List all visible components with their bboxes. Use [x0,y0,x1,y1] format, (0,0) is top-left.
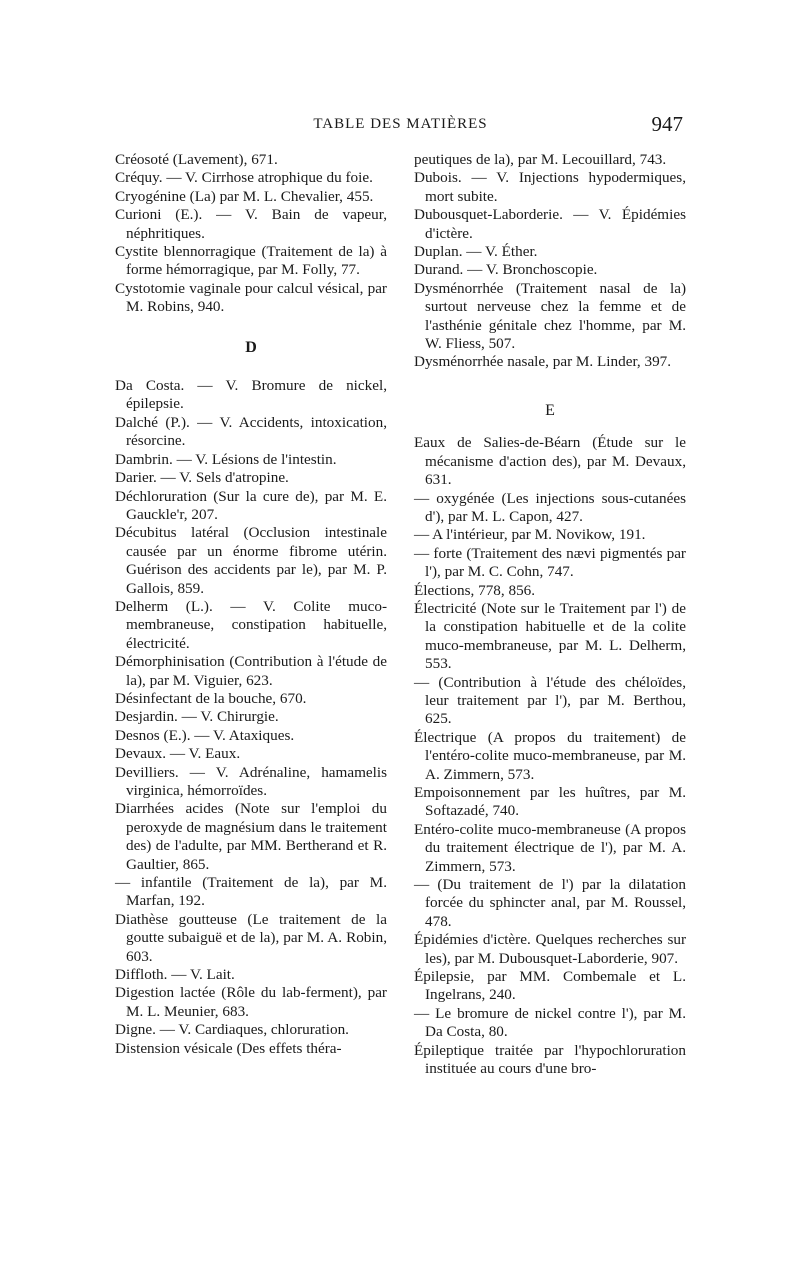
section-letter: E [545,401,555,419]
index-entry: Eaux de Salies-de-Béarn (Étude sur le mécanisme d'action des), par M. Devaux, 631. [414,434,686,489]
index-entry: Diarrhées acides (Note sur l'emploi du peroxyde de magnésium dans le traitement des) de l'adulte, par MM. Bertherand et R. Gaultier, 865. [115,800,387,873]
index-entry: Électrique (A propos du traitement) de l'entéro-colite muco-membraneuse, par M. A. Zimmern, 573. [414,728,686,783]
index-entry: Cryogénine (La) par M. L. Chevalier, 455. [115,187,374,205]
index-entry: Dubois. — V. Injections hypodermiques, mort subite. [414,169,686,205]
index-entry: Durand. — V. Bronchoscopie. [414,261,598,279]
index-entry: Cystite blennorragique (Traitement de la) à forme hémorragique, par M. Folly, 77. [115,243,387,279]
page-number: 947 [651,112,683,136]
index-entry: Diffloth. — V. Lait. [115,966,235,984]
index-entry: — A l'intérieur, par M. Novikow, 191. [414,526,646,544]
index-entry: Da Costa. — V. Bromure de nickel, épilepsie. [115,377,387,413]
index-entry: Devilliers. — V. Adrénaline, hamamelis virginica, hémorroïdes. [115,763,387,799]
index-entry: Desjardin. — V. Chirurgie. [115,708,279,726]
index-entry: Distension vésicale (Des effets théra- [115,1039,342,1057]
index-column-right [414,151,686,1079]
index-entry: Devaux. — V. Eaux. [115,745,241,763]
index-entry: Empoisonnement par les huîtres, par M. Softazadé, 740. [414,784,686,820]
index-entry: Désinfectant de la bouche, 670. [115,689,307,707]
index-entry: Épilepsie, par MM. Combemale et L. Ingelrans, 240. [414,968,686,1004]
index-entry: Épileptique traitée par l'hypochloruration instituée au cours d'une bro- [414,1041,686,1078]
index-entry: Curioni (E.). — V. Bain de vapeur, néphritiques. [115,206,387,242]
index-entry: Dubousquet-Laborderie. — V. Épidémies d'ictère. [414,206,686,242]
index-entry: Épidémies d'ictère. Quelques recherches sur les), par M. Dubousquet-Laborderie, 907. [414,931,686,967]
index-entry: Créquy. — V. Cirrhose atrophique du foie. [115,169,373,187]
index-entry: Digne. — V. Cardiaques, chloruration. [115,1021,349,1039]
index-entry: Dambrin. — V. Lésions de l'intestin. [115,450,337,468]
index-entry: Électricité (Note sur le Traitement par l') de la constipation habituelle et de la colite muco-membraneuse, par M. L. Delherm, 553. [414,599,686,673]
index-entry: Diathèse goutteuse (Le traitement de la goutte subaiguë et de la), par M. A. Robin, 603. [115,910,387,965]
index-entry: Darier. — V. Sels d'atropine. [115,469,289,487]
index-entry: — (Du traitement de l') par la dilatation forcée du sphincter anal, par M. Roussel, 478. [414,876,686,930]
index-column-left [115,151,387,1058]
page-header [118,112,683,142]
index-entry: Duplan. — V. Éther. [414,243,538,261]
index-entry: Décubitus latéral (Occlusion intestinale causée par un énorme fibrome utérin. Guérison des accidents par le), par M. P. Gallois, 859. [115,524,387,597]
index-entry: — infantile (Traitement de la), par M. Marfan, 192. [115,874,387,910]
index-entry: Entéro-colite muco-membraneuse (A propos du traitement électrique de l'), par M. A. Zimmern, 573. [414,820,686,875]
index-entry: Déchloruration (Sur la cure de), par M. E. Gauckle'r, 207. [115,487,387,523]
index-entry: Dysménorrhée nasale, par M. Linder, 397. [414,353,672,371]
index-entry: Dysménorrhée (Traitement nasal de la) surtout nerveuse chez la femme et de l'asthénie génitale chez l'homme, par M. W. Fliess, 507. [414,279,686,353]
index-entry: Desnos (E.). — V. Ataxiques. [115,726,295,744]
section-letter: D [245,338,257,356]
index-entry: — oxygénée (Les injections sous-cutanées d'), par M. L. Capon, 427. [414,489,686,525]
index-entry: peutiques de la), par M. Lecouillard, 743. [414,151,667,168]
index-entry: Démorphinisation (Contribution à l'étude de la), par M. Viguier, 623. [115,653,387,689]
index-entry: — (Contribution à l'étude des chéloïdes, leur traitement par l'), par M. Berthou, 625. [414,673,686,728]
index-entry: Delherm (L.). — V. Colite muco-membraneuse, constipation habituelle, électricité. [115,597,387,652]
index-entry: — Le bromure de nickel contre l'), par M. Da Costa, 80. [414,1004,686,1041]
index-entry: Cystotomie vaginale pour calcul vésical, par M. Robins, 940. [115,279,387,316]
index-entry: Élections, 778, 856. [414,581,536,599]
index-entry: Dalché (P.). — V. Accidents, intoxication, résorcine. [115,413,387,450]
index-entry: — forte (Traitement des nævi pigmentés par l'), par M. C. Cohn, 747. [414,544,686,581]
index-entry: Créosoté (Lavement), 671. [115,151,278,168]
index-entry: Digestion lactée (Rôle du lab-ferment), par M. L. Meunier, 683. [115,984,387,1020]
running-title: TABLE DES MATIÈRES [313,116,488,132]
